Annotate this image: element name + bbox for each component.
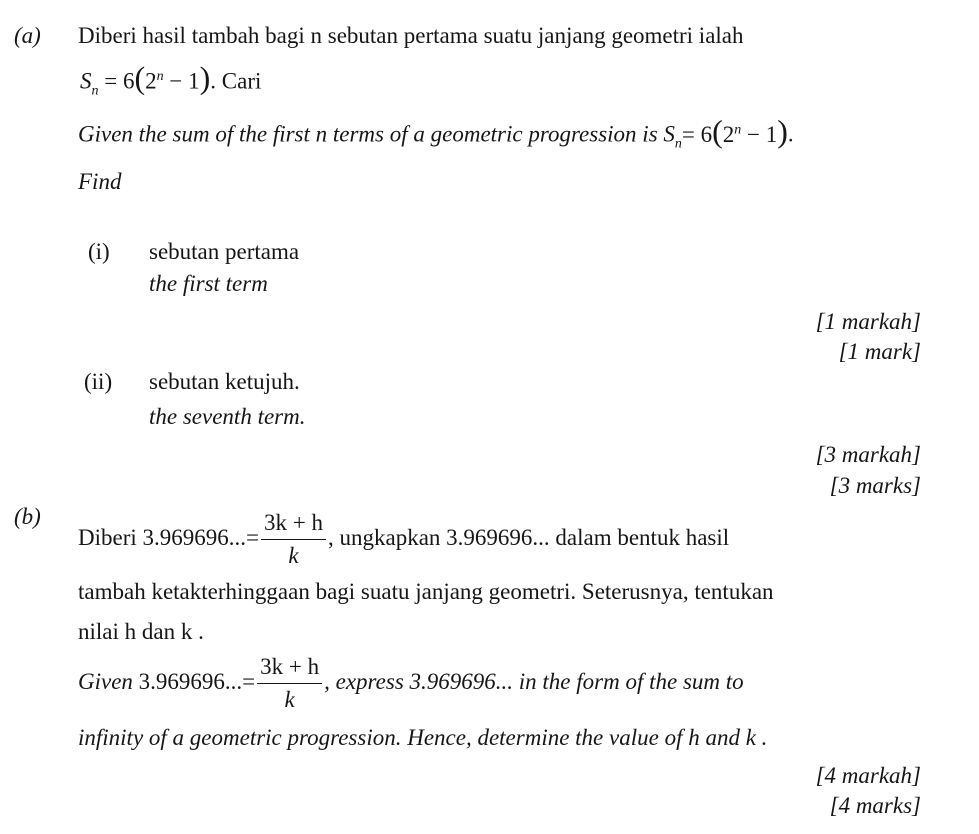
part-b-marks-english: [4 marks]	[829, 793, 921, 818]
part-a-formula-malay: $S_n = 6(2^n - 1)$. Cari	[80, 59, 262, 99]
part-a-i-label: (i)	[88, 239, 110, 264]
part-a-malay-line1: Diberi hasil tambah bagi n sebutan pertama suatu janjang geometri ialah	[78, 23, 744, 48]
part-a-ii-marks-english: [3 marks]	[829, 473, 921, 498]
part-a-ii-marks-malay: [3 markah]	[815, 442, 921, 467]
part-b-marks-malay: [4 markah]	[815, 763, 921, 788]
part-b-fraction-malay: $\frac{3k + h}{k}$	[261, 507, 326, 572]
part-a-ii-label: (ii)	[84, 369, 113, 394]
part-b-malay-line3: nilai h dan k .	[78, 619, 204, 644]
part-b-english-line1: Given 3.969696...= $\frac{3k + h}{k}$ , express 3.969696... in the form of the sum to	[78, 650, 744, 716]
part-b-label: (b)	[14, 504, 41, 529]
part-a-i-marks-malay: [1 markah]	[815, 309, 921, 334]
part-a-i-marks-english: [1 mark]	[838, 339, 921, 364]
part-a-label: (a)	[14, 23, 41, 48]
part-b-malay-line1: Diberi 3.969696...= $\frac{3k + h}{k}$ , ungkapkan 3.969696... dalam bentuk hasil	[78, 506, 729, 572]
part-b-english-line2: infinity of a geometric progression. Hence, determine the value of h and k .	[78, 725, 768, 750]
part-a-i-malay: sebutan pertama	[149, 239, 300, 264]
part-b-fraction-english: $\frac{3k + h}{k}$	[257, 651, 322, 716]
part-a-english-line: Given the sum of the first n terms of a geometric progression is $S_n= 6(2^n - 1)$.	[78, 112, 794, 152]
part-a-find: Find	[78, 169, 122, 194]
part-a-ii-english: the seventh term.	[149, 404, 306, 429]
part-a-i-english: the first term	[149, 271, 268, 296]
part-a-ii-malay: sebutan ketujuh.	[149, 369, 300, 394]
part-b-malay-line2: tambah ketakterhinggaan bagi suatu janjang geometri. Seterusnya, tentukan	[78, 579, 774, 604]
